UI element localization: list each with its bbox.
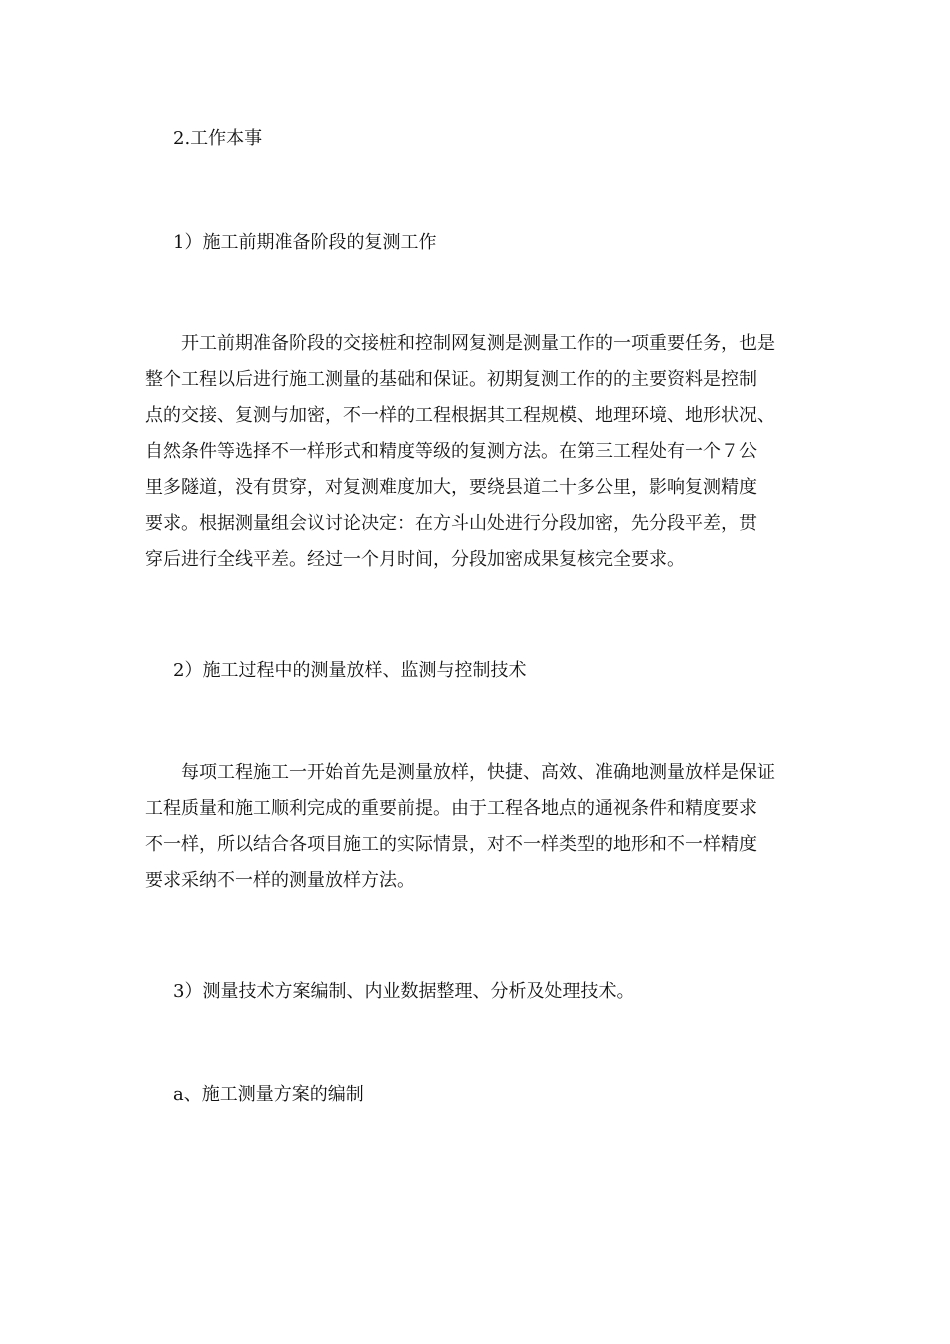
paragraph-line: 要求采纳不一样的测量放样方法。 (145, 870, 415, 891)
paragraph-line: 点的交接、复测与加密，不一样的工程根据其工程规模、地理环境、地形状况、 (145, 405, 775, 426)
paragraph-preparation-resurvey (145, 326, 813, 578)
paragraph-line: 里多隧道，没有贯穿，对复测难度加大，要绕县道二十多公里，影响复测精度 (145, 477, 757, 498)
section-heading-work-skills: 2.工作本事 (173, 128, 263, 149)
subsection-heading-survey-plan-data: 3）测量技术方案编制、内业数据整理、分析及处理技术。 (173, 981, 635, 1002)
paragraph-line: 整个工程以后进行施工测量的基础和保证。初期复测工作的的主要资料是控制 (145, 369, 757, 390)
subsection-heading-preparation-resurvey: 1）施工前期准备阶段的复测工作 (173, 232, 437, 253)
paragraph-line: 要求。根据测量组会议讨论决定：在方斗山处进行分段加密，先分段平差，贯 (145, 513, 757, 534)
paragraph-line: 自然条件等选择不一样形式和精度等级的复测方法。在第三工程处有一个７公 (145, 441, 757, 462)
paragraph-line: 每项工程施工一开始首先是测量放样，快捷、高效、准确地测量放样是保证 (145, 762, 775, 783)
paragraph-line: 工程质量和施工顺利完成的重要前提。由于工程各地点的通视条件和精度要求 (145, 798, 757, 819)
paragraph-line: 开工前期准备阶段的交接桩和控制网复测是测量工作的一项重要任务，也是 (145, 333, 775, 354)
paragraph-stakeout-monitoring (145, 755, 813, 899)
subsection-heading-stakeout-monitoring: 2）施工过程中的测量放样、监测与控制技术 (173, 660, 527, 681)
paragraph-line: 穿后进行全线平差。经过一个月时间，分段加密成果复核完全要求。 (145, 549, 685, 570)
paragraph-line: 不一样，所以结合各项目施工的实际情景，对不一样类型的地形和不一样精度 (145, 834, 757, 855)
item-heading-survey-plan-compilation: a、施工测量方案的编制 (173, 1084, 364, 1105)
